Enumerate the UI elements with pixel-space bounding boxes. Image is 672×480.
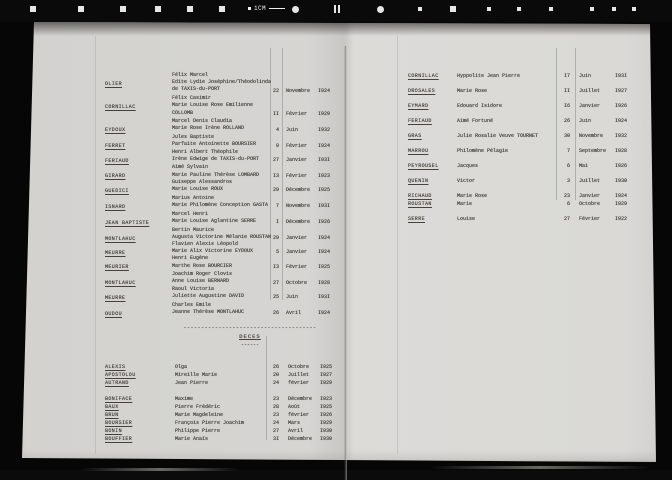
- given-names: Marie Rose: [457, 193, 488, 199]
- date-year: I929: [320, 420, 333, 426]
- date-day: 3I: [272, 436, 279, 442]
- ruler-dash-icon: [269, 8, 285, 9]
- date-month: Août: [288, 404, 301, 410]
- surname: BAUX: [105, 404, 119, 410]
- date-month: Mars: [288, 420, 301, 426]
- surname-cell: [105, 95, 136, 113]
- surname: MEURRE: [105, 294, 126, 301]
- spouse-name-line: Raoul Victoria: [172, 285, 215, 292]
- date-year: I93I: [318, 203, 331, 210]
- date-year: I928: [615, 148, 628, 154]
- surname: MONTLAHUC: [105, 235, 136, 242]
- deces-row: [105, 419, 350, 427]
- ruler-scale: [248, 5, 285, 12]
- marriage-row: [105, 211, 350, 225]
- right-page-row: [408, 102, 648, 110]
- deces-table: [105, 363, 350, 443]
- date-day: 3: [566, 178, 570, 184]
- marriage-row: [105, 241, 350, 255]
- date-month: Juin: [579, 118, 592, 124]
- marriage-table: [105, 72, 350, 316]
- surname: APOSTOLOU: [105, 372, 136, 378]
- date-day: 4: [275, 126, 279, 133]
- spouse-name-line: Marie Rose Irène ROLLAND: [172, 125, 245, 132]
- date-year: I930: [320, 436, 333, 442]
- date-year: I923: [318, 172, 331, 179]
- date-day: I: [275, 219, 279, 226]
- spouse-name-line: Félix Marcel: [172, 72, 209, 78]
- spouse-name-line: Edite Lydie Joséphine/Théodolinda: [172, 79, 272, 86]
- date-month: Juillet: [288, 372, 310, 378]
- date-month: Décembre: [288, 436, 313, 442]
- date-month: Octobre: [286, 279, 308, 286]
- given-names: Aimé Fortuné: [457, 118, 494, 124]
- date-month: Décembre: [288, 396, 313, 402]
- date-month: Juin: [286, 126, 299, 133]
- spouse-name-line: Joachim Roger Clovis: [172, 271, 233, 278]
- date-year: I924: [318, 249, 331, 256]
- surname-cell: [105, 395, 132, 403]
- date-day: 26: [563, 118, 570, 124]
- date-day: II: [272, 110, 279, 117]
- given-names: Mireille Marie: [175, 372, 218, 378]
- spouse-name-line: Marie Alix Victorine EYDOUX: [172, 248, 254, 255]
- right-page-row: [408, 200, 648, 208]
- given-names: Hyppolite Jean Pierre: [457, 73, 521, 79]
- date-year: I925: [318, 187, 331, 194]
- date-month: Janvier: [286, 156, 308, 163]
- date-month: Mai: [579, 163, 589, 169]
- spouse-name-line: Marcel Henri: [172, 210, 209, 217]
- given-names: Victor: [457, 178, 476, 184]
- spouse-name-line: Marie Philomène Conception GASTA: [172, 201, 269, 208]
- date-month: Février: [579, 216, 601, 222]
- date-month: Octobre: [579, 201, 601, 207]
- surname: FERIAUD: [105, 157, 129, 164]
- left-page-margin-rule: [95, 36, 96, 454]
- given-names: Jacques: [457, 163, 479, 169]
- spouse-name-line: Henri Eugène: [172, 255, 209, 262]
- square-sprocket-icon: [155, 6, 161, 12]
- given-names: Olga: [175, 364, 188, 370]
- surname-cell: [105, 435, 132, 443]
- spouse-name-line: Augusta Victorine Mélanie ROUSTAN: [172, 233, 272, 240]
- given-names: François Pierre Joachim: [175, 420, 245, 426]
- given-names: Jean Pierre: [175, 380, 209, 386]
- date-year: I93I: [318, 156, 331, 163]
- date-year: I925: [320, 364, 333, 370]
- date-year: I924: [318, 234, 331, 241]
- surname: MEURRE: [105, 249, 126, 256]
- surname: FERRET: [105, 143, 126, 150]
- surname: BONIFACE: [105, 396, 133, 402]
- right-page-row: [408, 132, 648, 140]
- date-day: 26: [272, 310, 279, 316]
- date-month: Juillet: [579, 88, 601, 94]
- surname-cell: [408, 87, 435, 95]
- deces-row: [105, 435, 350, 443]
- surname: FERIAUD: [408, 118, 432, 124]
- deces-title: DECES: [239, 333, 261, 340]
- ruler-tick-icon: [248, 7, 251, 10]
- circle-sprocket-icon: [292, 6, 299, 13]
- date-month: Février: [286, 142, 308, 149]
- spouse-name-line: Bertin Maurice: [172, 226, 215, 233]
- deces-row: [105, 411, 350, 419]
- date-day: 5: [275, 249, 279, 256]
- surname: JEAN BAPTISTE: [105, 219, 150, 226]
- date-year: I926: [320, 412, 333, 418]
- ruler-label: 1CM: [254, 5, 267, 12]
- date-month: Février: [286, 110, 308, 117]
- date-year: I922: [615, 216, 628, 222]
- surname: PEYROUSEL: [408, 163, 439, 169]
- date-year: I925: [318, 263, 331, 270]
- date-year: I926: [615, 163, 628, 169]
- square-sprocket-icon: [120, 6, 126, 12]
- square-sprocket-icon: [187, 6, 193, 12]
- surname: ALEXIS: [105, 364, 126, 370]
- deces-row: [105, 363, 350, 371]
- surname-cell: [408, 117, 432, 125]
- date-day: I7: [563, 73, 570, 79]
- square-small-sprocket-icon: [612, 7, 616, 11]
- date-year: I924: [318, 142, 331, 149]
- marriage-row: [105, 118, 350, 132]
- surname-cell: [408, 102, 428, 110]
- surname-cell: [105, 379, 129, 387]
- surname: GIRARD: [105, 173, 126, 180]
- spouse-name-line: Parfaite Antoinette BOURSIER: [172, 141, 257, 148]
- date-day: I6: [563, 103, 570, 109]
- surname-cell: [105, 302, 122, 320]
- surname-cell: [105, 419, 132, 427]
- square-sprocket-icon: [450, 6, 456, 12]
- square-small-sprocket-icon: [418, 7, 422, 11]
- date-month: Janvier: [579, 193, 601, 199]
- date-day: 28: [272, 404, 279, 410]
- square-small-sprocket-icon: [487, 7, 491, 11]
- marriage-row: [105, 72, 350, 94]
- surname-cell: [408, 200, 432, 208]
- date-day: 22: [272, 87, 279, 94]
- date-month: Juillet: [579, 178, 601, 184]
- date-year: I924: [318, 87, 331, 94]
- given-names: Edouard Isidore: [457, 103, 503, 109]
- deces-row: [105, 371, 350, 379]
- date-day: 6: [566, 163, 570, 169]
- right-page-table: [408, 72, 648, 223]
- spouse-name-line: Marie Pauline Thérèse LOMBARD: [172, 171, 260, 178]
- circle-sprocket-icon: [377, 6, 384, 13]
- date-day: I3: [272, 263, 279, 270]
- spouse-name-line: Marie Louise Rose Emilienne: [172, 102, 254, 109]
- right-page-row: [408, 87, 648, 95]
- date-year: I927: [320, 372, 333, 378]
- bars-sprocket-icon: [334, 5, 336, 13]
- date-year: I929: [320, 380, 333, 386]
- given-names: Maxime: [175, 396, 194, 402]
- date-day: 9: [275, 142, 279, 149]
- date-month: Janvier: [286, 249, 308, 256]
- date-day: 27: [272, 279, 279, 286]
- square-small-sprocket-icon: [632, 7, 636, 11]
- date-year: I927: [615, 88, 628, 94]
- surname: MONTLAHUC: [105, 280, 136, 287]
- given-names: Marie Rose: [457, 88, 488, 94]
- given-names: Julie Rosalie Veuve TOURNET: [457, 133, 539, 139]
- film-smear: [80, 468, 240, 471]
- surname: RICHAUD: [408, 193, 432, 199]
- right-page-row: [408, 177, 648, 185]
- marriage-row: [105, 179, 350, 193]
- film-strip-top: [0, 0, 672, 22]
- spouse-name-line: Marcel Denis Claudia: [172, 118, 233, 125]
- right-page-row: [408, 215, 648, 223]
- marriage-row: [105, 302, 350, 316]
- date-day: 29: [272, 187, 279, 194]
- surname: ISNARD: [105, 203, 126, 210]
- date-year: I930: [320, 428, 333, 434]
- divider-dashes: --------------------------------------: [183, 325, 317, 331]
- document-area: [0, 22, 672, 470]
- date-month: Janvier: [286, 234, 308, 241]
- date-day: 24: [272, 420, 279, 426]
- surname: GUEDICI: [105, 187, 129, 194]
- spouse-name-line: COLLOMB: [172, 109, 194, 116]
- date-month: février: [288, 412, 310, 418]
- date-day: 30: [563, 133, 570, 139]
- spouse-name-line: Jeanne Thérèse MONTLAHUC: [172, 308, 245, 315]
- marriage-row: [105, 271, 350, 285]
- deces-row: [105, 379, 350, 387]
- surname-cell: [408, 192, 432, 200]
- given-names: Philippe Pierre: [175, 428, 221, 434]
- date-year: I924: [615, 118, 628, 124]
- surname: MARROU: [408, 148, 429, 154]
- spouse-name-line: de TAXIS-du-PORT: [172, 86, 221, 93]
- surname: BONIN: [105, 428, 123, 434]
- date-month: Novembre: [286, 87, 311, 94]
- surname-cell: [408, 132, 422, 140]
- marriage-row: [105, 227, 350, 241]
- right-page-row: [408, 192, 648, 200]
- surname: BRUN: [105, 412, 119, 418]
- marriage-row: [105, 195, 350, 209]
- date-year: I93I: [615, 73, 628, 79]
- spouse-name-line: Juliette Augustine DAVID: [172, 292, 245, 299]
- date-month: Janvier: [579, 103, 601, 109]
- date-year: I928: [318, 279, 331, 286]
- date-month: Décembre: [286, 219, 311, 226]
- date-year: I926: [318, 219, 331, 226]
- surname: CORNILLAC: [408, 73, 439, 79]
- surname: BOUFFIER: [105, 436, 133, 442]
- surname-cell: [105, 363, 125, 371]
- given-names: Marie Anaïs: [175, 436, 209, 442]
- date-day: 29: [272, 234, 279, 241]
- given-names: Philomène Pélagie: [457, 148, 509, 154]
- surname: EYDOUX: [105, 127, 126, 134]
- date-year: I925: [320, 404, 333, 410]
- surname: OLIER: [105, 81, 123, 87]
- date-month: février: [288, 380, 310, 386]
- surname: ROUSTAN: [408, 201, 432, 207]
- date-day: 7: [275, 203, 279, 210]
- date-month: Juin: [579, 73, 592, 79]
- surname-cell: [408, 72, 439, 80]
- spouse-name-line: Marthe Rose BOURCIER: [172, 262, 233, 269]
- surname-cell: [105, 411, 119, 419]
- date-month: Octobre: [288, 364, 310, 370]
- spouse-name-line: Marie Louise Aglantine SERRE: [172, 217, 257, 224]
- spouse-name-line: Irène Edwige de TAXIS-du-PORT: [172, 155, 260, 162]
- surname: BOURSIER: [105, 420, 133, 426]
- square-sprocket-icon: [219, 6, 225, 12]
- surname: AUTRAND: [105, 380, 129, 386]
- date-day: I3: [272, 172, 279, 179]
- date-day: 27: [272, 428, 279, 434]
- spouse-name-line: Jules Baptiste: [172, 134, 215, 141]
- surname: MEURIER: [105, 264, 129, 271]
- surname: EYMARD: [408, 103, 429, 109]
- spouse-name-line: Félix Casimir: [172, 95, 212, 102]
- date-month: Novembre: [286, 203, 311, 210]
- surname-cell: [105, 427, 122, 435]
- surname: SERRE: [408, 216, 426, 222]
- date-year: I929: [318, 110, 331, 117]
- date-month: Novembre: [579, 133, 604, 139]
- marriage-row: [105, 95, 350, 117]
- deces-section-header: [150, 325, 350, 349]
- surname: QUENIN: [408, 178, 429, 184]
- marriage-row: [105, 164, 350, 178]
- date-month: Juin: [286, 294, 299, 301]
- square-small-sprocket-icon: [517, 7, 521, 11]
- date-month: Février: [286, 172, 308, 179]
- date-day: 27: [272, 156, 279, 163]
- date-year: I932: [318, 126, 331, 133]
- marriage-row: [105, 149, 350, 163]
- given-names: Marie Magdeleine: [175, 412, 224, 418]
- spouse-name-line: Marie Louise ROUX: [172, 186, 224, 193]
- given-names: Louise: [457, 216, 476, 222]
- right-page-row: [408, 162, 648, 170]
- date-year: I929: [615, 201, 628, 207]
- deces-row: [105, 403, 350, 411]
- spouse-name-line: Guiseppe Alessandros: [172, 178, 233, 185]
- marriage-row: [105, 255, 350, 269]
- surname: CORNILLAC: [105, 104, 136, 111]
- spouse-name-line: Marius Antoine: [172, 194, 215, 201]
- square-small-sprocket-icon: [590, 7, 594, 11]
- right-page-row: [408, 117, 648, 125]
- date-month: Février: [286, 263, 308, 270]
- date-day: 23: [272, 412, 279, 418]
- square-small-sprocket-icon: [549, 7, 553, 11]
- date-day: 6: [566, 201, 570, 207]
- date-year: I924: [615, 193, 628, 199]
- deces-row: [105, 427, 350, 435]
- surname-cell: [408, 177, 428, 185]
- surname-cell: [105, 403, 119, 411]
- given-names: Marie: [457, 201, 473, 207]
- right-page-row: [408, 147, 648, 155]
- date-year: I930: [615, 178, 628, 184]
- spouse-name-line: Anne Louise BERNARD: [172, 278, 230, 285]
- deces-row: [105, 395, 350, 403]
- date-year: I923: [320, 396, 333, 402]
- date-day: 7: [566, 148, 570, 154]
- date-day: 23: [563, 193, 570, 199]
- surname: OUDOU: [105, 310, 123, 317]
- date-year: I924: [318, 310, 331, 316]
- date-year: I93I: [318, 294, 331, 301]
- date-year: I926: [615, 103, 628, 109]
- date-day: 27: [563, 216, 570, 222]
- spouse-name-line: Henri Albert Théophile: [172, 148, 239, 155]
- marriage-row: [105, 134, 350, 148]
- date-month: Septembre: [579, 148, 607, 154]
- date-month: Avril: [286, 310, 302, 316]
- surname-cell: [408, 162, 439, 170]
- surname-cell: [408, 215, 425, 223]
- date-month: Décembre: [286, 187, 311, 194]
- surname: DROSALES: [408, 88, 436, 94]
- marriage-row: [105, 286, 350, 300]
- date-day: 26: [272, 364, 279, 370]
- date-year: I932: [615, 133, 628, 139]
- film-smear: [430, 466, 650, 469]
- date-day: 20: [272, 372, 279, 378]
- given-names: Pierre Frédéric: [175, 404, 221, 410]
- right-page-row: [408, 72, 648, 80]
- right-page-margin-rule: [397, 36, 398, 454]
- surname-cell: [105, 72, 122, 90]
- spouse-name-line: Aimé Sylvain: [172, 164, 209, 171]
- date-day: II: [563, 88, 570, 94]
- date-day: 24: [272, 380, 279, 386]
- divider-underline: ------: [240, 342, 259, 348]
- square-sprocket-icon: [78, 6, 84, 12]
- date-month: Avril: [288, 428, 304, 434]
- square-sprocket-icon: [30, 6, 36, 12]
- spouse-name-line: Charles Emile: [172, 301, 212, 308]
- surname: GRAS: [408, 133, 422, 139]
- surname-cell: [408, 147, 428, 155]
- date-day: 25: [272, 294, 279, 301]
- surname-cell: [105, 371, 136, 379]
- date-day: 23: [272, 396, 279, 402]
- spouse-name-line: Flavien Alexis Léopold: [172, 240, 239, 247]
